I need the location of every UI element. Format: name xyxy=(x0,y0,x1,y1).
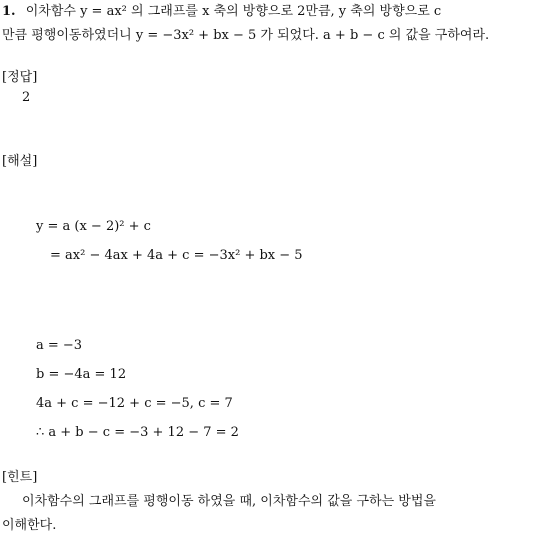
solution-eq-1: y = a (x − 2)² + c xyxy=(36,219,151,234)
solution-label: [해설] xyxy=(2,154,38,169)
solution-step-4: ∴ a + b − c = −3 + 12 − 7 = 2 xyxy=(36,425,239,440)
question-line-2 xyxy=(2,26,489,46)
hint-line-1: 이차함수의 그래프를 평행이동 하였을 때, 이차함수의 값을 구하는 방법을 xyxy=(22,494,436,509)
solution-step-3: 4a + c = −12 + c = −5, c = 7 xyxy=(36,396,233,411)
answer-label: [정답] xyxy=(2,70,38,85)
question-number: 1. xyxy=(2,4,16,19)
answer-value: 2 xyxy=(22,90,31,105)
hint-line-2: 이해한다. xyxy=(2,518,57,533)
solution-step-1: a = −3 xyxy=(36,338,83,353)
question-text-2: 만큼 평행이동하였더니 y = −3x² + bx − 5 가 되었다. a + b − c 의 값을 구하여라. xyxy=(2,28,490,43)
solution-eq-2: = ax² − 4ax + 4a + c = −3x² + bx − 5 xyxy=(50,248,303,263)
question-line-1 xyxy=(2,2,441,22)
question-text-1: 이차함수 y = ax² 의 그래프를 x 축의 방향으로 2만큼, y 축의 방향으로 c xyxy=(25,4,442,19)
hint-label: [힌트] xyxy=(2,470,38,485)
solution-step-2: b = −4a = 12 xyxy=(36,367,127,382)
